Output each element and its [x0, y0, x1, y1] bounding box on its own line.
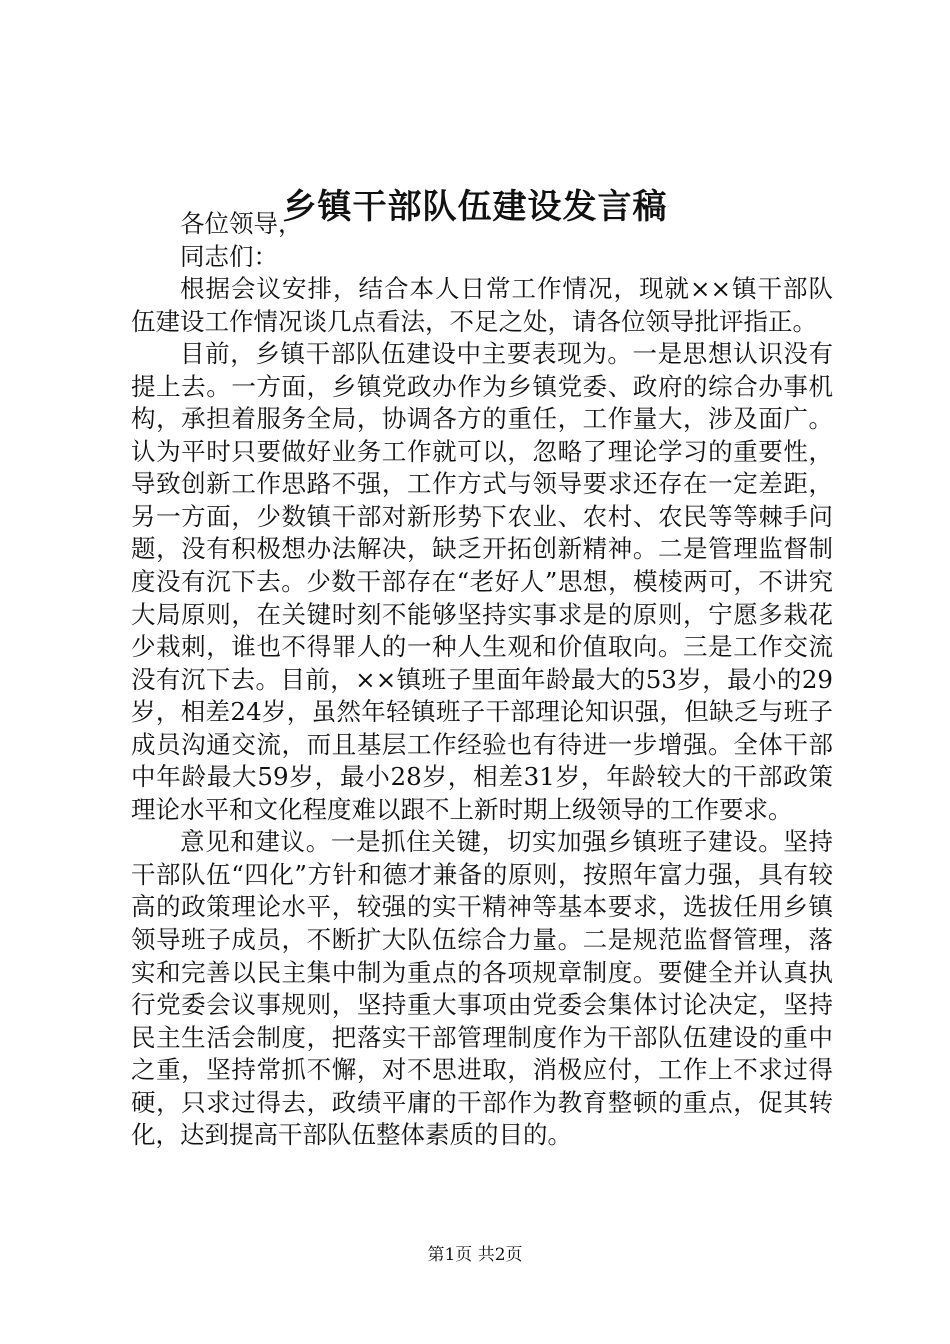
salutation-leaders: 各位领导， — [180, 209, 303, 238]
paragraph-problems: 目前，乡镇干部队伍建设中主要表现为。一是思想认识没有提上去。一方面，乡镇党政办作为乡镇党委、政府的综合办事机构，承担着服务全局，协调各方的重任，工作量大，涉及面广。认为平时只要做好业务工作就可以，忽略了理论学习的重要性，导致创新工作思路不强，工作方式与领导要求还存在一定差距，另一方面，少数镇干部对新形势下农业、农村、农民等等棘手问题，没有积极想办法解决，缺乏开拓创新精神。二是管理监督制度没有沉下去。少数干部存在“老好人”思想，模棱两可，不讲究大局原则，在关键时刻不能够坚持实事求是的原则，宁愿多栽花少栽刺，谁也不得罪人的一种人生观和价值取向。三是工作交流没有沉下去。目前，××镇班子里面年龄最大的53岁，最小的29岁，相差24岁，虽然年轻镇班子干部理论知识强，但缺乏与班子成员沟通交流，而且基层工作经验也有待进一步增强。全体干部中年龄最大59岁，最小28岁，相差31岁，年龄较大的干部政策理论水平和文化程度难以跟不上新时期上级领导的工作要求。 — [131, 339, 833, 824]
paragraph-intro: 根据会议安排，结合本人日常工作情况，现就××镇干部队伍建设工作情况谈几点看法，不足之处，请各位领导批评指正。 — [131, 274, 833, 336]
document-body — [131, 208, 833, 1152]
page-number-footer: 第1页 共2页 — [427, 1245, 523, 1265]
salutation-comrades: 同志们： — [180, 241, 278, 271]
document-title: 乡镇干部队伍建设发言稿 — [282, 187, 668, 227]
paragraph-suggestions: 意见和建议。一是抓住关键，切实加强乡镇班子建设。坚持干部队伍“四化”方针和德才兼备的原则，按照年富力强，具有较高的政策理论水平，较强的实干精神等基本要求，选拔任用乡镇领导班子成员，不断扩大队伍综合力量。二是规范监督管理，落实和完善以民主集中制为重点的各项规章制度。要健全并认真执行党委会议事规则，坚持重大事项由党委会集体讨论决定，坚持民主生活会制度，把落实干部管理制度作为干部队伍建设的重中之重，坚持常抓不懈，对不思进取，消极应付，工作上不求过得硬，只求过得去，政绩平庸的干部作为教育整顿的重点，促其转化，达到提高干部队伍整体素质的目的。 — [131, 827, 833, 1150]
